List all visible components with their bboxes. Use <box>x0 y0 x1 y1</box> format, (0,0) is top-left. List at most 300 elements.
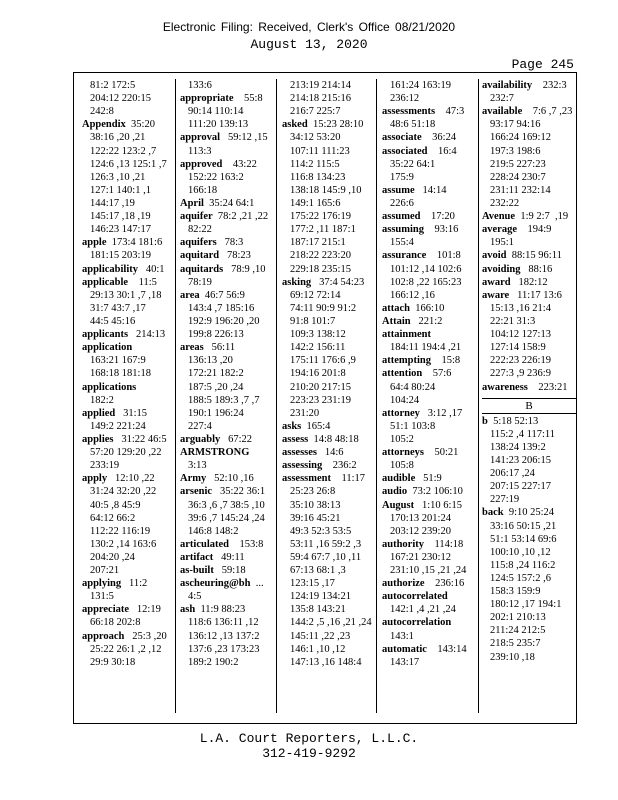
page-line-refs: 116:8 134:23 <box>290 171 346 183</box>
page-line-refs: 25:22 26:1 ,2 ,12 <box>90 643 162 655</box>
index-reference <box>180 381 274 394</box>
index-reference <box>82 289 176 302</box>
page-line-refs: 100:10 ,10 ,12 <box>490 546 551 558</box>
page-line-refs: 141:23 206:15 <box>490 454 551 466</box>
index-term <box>482 289 576 302</box>
index-reference <box>382 564 476 577</box>
index-reference <box>282 158 376 171</box>
index-term <box>180 446 274 459</box>
page-line-refs: 101:8 <box>426 250 461 262</box>
page-line-refs: 90:14 110:14 <box>188 106 244 118</box>
page-line-refs: 199:8 226:13 <box>188 329 244 341</box>
page-line-refs: 57:20 129:20 ,22 <box>90 447 162 459</box>
index-term <box>82 341 176 354</box>
index-term <box>382 105 476 118</box>
index-reference <box>82 302 176 315</box>
page-line-refs: 227:19 <box>490 494 520 506</box>
index-reference <box>282 485 376 498</box>
index-term <box>382 446 476 459</box>
index-column-5 <box>482 79 576 664</box>
index-reference <box>282 564 376 577</box>
filing-stamp: Electronic Filing: Received, Clerk's Office 08/21/2020 <box>162 20 456 34</box>
index-reference <box>382 551 476 564</box>
term-word: approved <box>180 158 223 170</box>
page-line-refs: 231:20 <box>290 407 320 419</box>
page-line-refs: 182:2 <box>90 394 114 406</box>
index-term <box>82 603 176 616</box>
index-term <box>382 485 476 498</box>
index-reference <box>382 171 476 184</box>
page-line-refs: 127:1 140:1 ,1 <box>90 184 151 196</box>
index-reference <box>82 420 176 433</box>
index-reference <box>180 630 274 643</box>
index-reference <box>382 420 476 433</box>
page-line-refs: 214:18 215:16 <box>290 93 351 105</box>
page-line-refs: 74:11 90:9 91:2 <box>290 302 357 314</box>
page-line-refs: 118:6 136:11 ,12 <box>188 617 259 629</box>
index-reference <box>482 559 576 572</box>
index-term <box>82 381 176 394</box>
term-word: application <box>82 342 133 354</box>
page-line-refs: 14:6 <box>317 447 344 459</box>
index-term <box>382 407 476 420</box>
page-line-refs: 35:24 64:1 <box>203 197 255 209</box>
term-word: attention <box>382 368 423 380</box>
term-word: applicable <box>82 276 129 288</box>
index-term <box>382 249 476 262</box>
index-reference <box>282 341 376 354</box>
page-line-refs: 231:11 232:14 <box>490 184 551 196</box>
term-word: assessing <box>282 460 323 472</box>
term-word: applications <box>82 381 137 393</box>
index-reference <box>282 590 376 603</box>
term-word: applicants <box>82 329 129 341</box>
index-term <box>382 210 476 223</box>
page-line-refs: 1:10 6:15 <box>414 499 462 511</box>
page-line-refs: 49:11 <box>213 551 245 563</box>
index-reference <box>180 616 274 629</box>
page-line-refs: 194:16 201:8 <box>290 368 346 380</box>
page-line-refs: 105:2 <box>390 433 414 445</box>
term-word: assume <box>382 184 415 196</box>
index-reference <box>382 197 476 210</box>
page-line-refs: 114:18 <box>424 538 464 550</box>
page-line-refs: 52:10 ,16 <box>206 473 254 485</box>
index-term <box>482 79 576 92</box>
index-reference <box>482 131 576 144</box>
page-line-refs: 114:2 115:5 <box>290 158 340 170</box>
page-line-refs: 124:19 134:21 <box>290 591 351 603</box>
index-reference <box>482 236 576 249</box>
page-line-refs: 190:1 196:24 <box>188 407 244 419</box>
page-line-refs: 67:22 <box>220 433 253 445</box>
index-reference <box>382 158 476 171</box>
index-reference <box>82 512 176 525</box>
index-term <box>382 145 476 158</box>
index-reference <box>382 512 476 525</box>
index-reference <box>482 480 576 493</box>
index-reference <box>282 92 376 105</box>
index-reference <box>180 590 274 603</box>
index-reference <box>282 263 376 276</box>
page-line-refs: 15:23 28:10 <box>307 119 364 131</box>
term-word: August <box>382 499 415 511</box>
index-reference <box>82 354 176 367</box>
index-reference <box>82 394 176 407</box>
term-word: average <box>482 224 517 236</box>
index-term <box>282 459 376 472</box>
page-line-refs: 242:8 <box>90 106 114 118</box>
page-line-refs: 147:13 ,16 148:4 <box>290 656 362 668</box>
term-word: approach <box>82 630 125 642</box>
index-reference <box>282 525 376 538</box>
index-reference <box>482 520 576 533</box>
term-word: ARMSTRONG <box>180 447 250 459</box>
index-reference <box>482 533 576 546</box>
index-reference <box>282 289 376 302</box>
page-line-refs: 64:4 80:24 <box>390 381 436 393</box>
page-line-refs: 222:23 226:19 <box>490 355 551 367</box>
page-line-refs: 131:5 <box>90 591 114 603</box>
index-reference <box>282 577 376 590</box>
page-line-refs: 136:13 ,20 <box>188 355 233 367</box>
index-reference <box>180 394 274 407</box>
page-line-refs: 130:2 ,14 163:6 <box>90 538 157 550</box>
page-line-refs: 170:13 201:24 <box>390 512 451 524</box>
index-reference <box>282 328 376 341</box>
index-term <box>382 590 476 603</box>
index-term <box>482 381 576 394</box>
page-line-refs: 38:16 ,20 ,21 <box>90 132 146 144</box>
index-reference <box>482 367 576 380</box>
page-line-refs: 124:5 157:2 ,6 <box>490 572 551 584</box>
page-line-refs: 221:2 <box>410 315 443 327</box>
page-line-refs: 227:4 <box>188 420 212 432</box>
index-term <box>382 184 476 197</box>
term-word: associated <box>382 145 428 157</box>
index-reference <box>482 171 576 184</box>
term-word: attorney <box>382 407 420 419</box>
index-term <box>482 276 576 289</box>
index-term <box>180 472 274 485</box>
index-term <box>382 302 476 315</box>
page-line-refs: 5:18 52:13 <box>487 415 539 427</box>
page-line-refs: 40:5 ,8 45:9 <box>90 499 141 511</box>
term-word: aware <box>482 289 510 301</box>
index-reference <box>282 197 376 210</box>
page-line-refs: 11:5 <box>128 276 157 288</box>
index-reference <box>180 276 274 289</box>
page-line-refs: 172:21 182:2 <box>188 368 244 380</box>
page-line-refs: 112:22 116:19 <box>90 525 151 537</box>
page-line-refs: 35:20 <box>125 119 155 131</box>
page-line-refs: 226:6 <box>390 197 414 209</box>
index-reference <box>382 656 476 669</box>
page-line-refs: 115:8 ,24 116:2 <box>490 559 556 571</box>
page-line-refs: 145:17 ,18 ,19 <box>90 211 151 223</box>
page-line-refs: 142:1 ,4 ,21 ,24 <box>390 604 456 616</box>
index-term <box>82 328 176 341</box>
index-reference <box>282 145 376 158</box>
page-line-refs: 175:11 176:6 ,9 <box>290 355 356 367</box>
index-term <box>180 603 274 616</box>
index-reference <box>382 276 476 289</box>
page-line-refs: 53:11 ,16 59:2 ,3 <box>290 538 362 550</box>
page-line-refs: 55:8 <box>233 93 263 105</box>
page-line-refs: 158:3 159:9 <box>490 586 541 598</box>
term-word: authorize <box>382 578 425 590</box>
term-word: appreciate <box>82 604 130 616</box>
page-line-refs: 187:17 215:1 <box>290 237 346 249</box>
page-line-refs: 207:15 227:17 <box>490 481 551 493</box>
index-reference <box>282 302 376 315</box>
term-word: assess <box>282 433 309 445</box>
index-reference <box>82 485 176 498</box>
index-reference <box>482 611 576 624</box>
index-term <box>482 105 576 118</box>
index-reference <box>482 637 576 650</box>
page-line-refs: 232:7 <box>490 93 514 105</box>
index-term <box>82 630 176 643</box>
page-line-refs: 69:12 72:14 <box>290 289 341 301</box>
term-word: ash <box>180 604 196 616</box>
term-word: arguably <box>180 433 221 445</box>
index-reference <box>180 367 274 380</box>
page-line-refs: 228:24 230:7 <box>490 171 546 183</box>
hearing-date: August 13, 2020 <box>250 37 368 52</box>
index-reference <box>482 302 576 315</box>
page-line-refs: 232:22 <box>490 197 520 209</box>
index-term <box>382 616 476 629</box>
term-word: assesses <box>282 447 318 459</box>
page-line-refs: 152:22 163:2 <box>188 171 244 183</box>
page-line-refs: 43:22 <box>222 158 257 170</box>
index-term <box>282 420 376 433</box>
page-line-refs: 93:16 <box>424 224 459 236</box>
index-term <box>382 223 476 236</box>
page-line-refs: 88:16 <box>520 263 553 275</box>
page-line-refs: ... <box>250 578 264 590</box>
page-line-refs: 214:13 <box>128 329 166 341</box>
page-line-refs: 64:12 66:2 <box>90 512 136 524</box>
index-reference <box>82 249 176 262</box>
term-word: arsenic <box>180 486 213 498</box>
term-word: April <box>180 197 204 209</box>
index-reference <box>382 630 476 643</box>
index-reference <box>482 158 576 171</box>
page-line-refs: 145:11 ,22 ,23 <box>290 630 351 642</box>
page-line-refs: 36:3 ,6 ,7 38:5 ,10 <box>188 499 265 511</box>
index-term <box>382 354 476 367</box>
term-word: avoiding <box>482 263 521 275</box>
term-word: apply <box>82 473 108 485</box>
index-term <box>282 118 376 131</box>
index-term <box>180 249 274 262</box>
page-line-refs: 138:18 145:9 ,10 <box>290 184 362 196</box>
page-line-refs: 78:9 ,10 <box>223 263 266 275</box>
page-line-refs: 104:24 <box>390 394 420 406</box>
index-reference <box>482 92 576 105</box>
index-reference <box>282 236 376 249</box>
term-word: b <box>482 415 488 427</box>
page-line-refs: 113:3 <box>188 145 212 157</box>
page-line-refs: 14:14 <box>414 184 447 196</box>
page-line-refs: 202:1 210:13 <box>490 612 546 624</box>
page-line-refs: 93:17 94:16 <box>490 119 541 131</box>
index-reference <box>482 454 576 467</box>
term-word: assessment <box>282 473 331 485</box>
index-reference <box>482 197 576 210</box>
index-reference <box>282 210 376 223</box>
page-line-refs: 105:8 <box>390 460 414 472</box>
index-reference <box>282 131 376 144</box>
page-line-refs: 102:8 ,22 165:23 <box>390 276 462 288</box>
page-line-refs: 111:20 139:13 <box>188 119 249 131</box>
page-line-refs: 11:9 88:23 <box>195 604 246 616</box>
index-term <box>82 118 176 131</box>
page-line-refs: 39:16 45:21 <box>290 512 341 524</box>
reporter-name: L.A. Court Reporters, L.L.C. <box>199 731 419 746</box>
term-word: asked <box>282 119 308 131</box>
index-reference <box>82 171 176 184</box>
page-line-refs: 66:18 202:8 <box>90 617 141 629</box>
page-line-refs: 144:2 ,5 ,16 ,21 ,24 <box>290 617 372 629</box>
page-line-refs: 232:3 <box>532 80 567 91</box>
term-word: aquifers <box>180 237 217 249</box>
index-term <box>82 472 176 485</box>
page-line-refs: 177:2 ,11 187:1 <box>290 224 356 236</box>
term-word: available <box>482 106 523 118</box>
index-reference <box>282 630 376 643</box>
page-line-refs: 115:2 ,4 117:11 <box>490 428 556 440</box>
index-reference <box>180 499 274 512</box>
index-reference <box>282 79 376 92</box>
page-line-refs: 206:17 ,24 <box>490 468 535 480</box>
index-term <box>180 210 274 223</box>
index-reference <box>180 145 274 158</box>
page-line-refs: 223:23 231:19 <box>290 394 351 406</box>
page-line-refs: 195:1 <box>490 237 514 249</box>
page-line-refs: 146:8 148:2 <box>188 525 239 537</box>
index-reference <box>180 79 274 92</box>
page-line-refs: 181:15 203:19 <box>90 250 151 262</box>
index-reference <box>82 79 176 92</box>
page-line-refs: 184:11 194:4 ,21 <box>390 342 462 354</box>
page-line-refs: 12:10 ,22 <box>107 473 155 485</box>
page-line-refs: 59:18 <box>213 565 246 577</box>
index-term <box>282 433 376 446</box>
index-reference <box>482 328 576 341</box>
page-line-refs: 136:12 ,13 137:2 <box>188 630 260 642</box>
page-line-refs: 153:8 <box>229 538 264 550</box>
index-term <box>180 577 274 590</box>
page-line-refs: 39:6 ,7 145:24 ,24 <box>188 512 265 524</box>
index-reference <box>82 184 176 197</box>
index-reference <box>382 459 476 472</box>
index-term <box>282 276 376 289</box>
page-line-refs: 78:3 <box>216 237 244 249</box>
index-reference <box>482 354 576 367</box>
page-line-refs: 31:7 43:7 ,17 <box>90 302 146 314</box>
page-line-refs: 12:19 <box>129 604 161 616</box>
page-line-refs: 133:6 <box>188 80 212 91</box>
page-line-refs: 36:24 <box>421 132 457 144</box>
index-reference <box>382 92 476 105</box>
page-line-refs: 143:4 ,7 185:16 <box>188 302 255 314</box>
page-line-refs: 137:6 ,23 173:23 <box>188 643 260 655</box>
page-line-refs: 40:1 <box>138 263 165 275</box>
index-term <box>180 433 274 446</box>
page-line-refs: 229:18 235:15 <box>290 263 351 275</box>
term-word: automatic <box>382 643 427 655</box>
page-line-refs: 124:6 ,13 125:1 ,7 <box>90 158 167 170</box>
index-reference <box>82 92 176 105</box>
page-line-refs: 163:21 167:9 <box>90 355 146 367</box>
page-line-refs: 107:11 111:23 <box>290 145 350 157</box>
page-line-refs: 78:2 ,21 ,22 <box>212 211 269 223</box>
page-line-refs: 82:22 <box>188 224 212 236</box>
page-line-refs: 59:4 67:7 ,10 ,11 <box>290 551 362 563</box>
page-line-refs: 29:9 30:18 <box>90 656 136 668</box>
index-term <box>82 263 176 276</box>
term-word: applied <box>82 407 116 419</box>
page-line-refs: 49:3 52:3 53:5 <box>290 525 352 537</box>
page-line-refs: 31:22 46:5 <box>113 433 167 445</box>
index-reference <box>180 354 274 367</box>
page-line-refs: 135:8 143:21 <box>290 604 346 616</box>
index-reference <box>382 79 476 92</box>
term-word: applying <box>82 578 122 590</box>
index-reference <box>482 118 576 131</box>
page-line-refs: 15:13 ,16 21:4 <box>490 302 551 314</box>
index-reference <box>82 210 176 223</box>
page-line-refs: 73:2 106:10 <box>407 486 463 498</box>
index-reference <box>482 145 576 158</box>
term-word: attempting <box>382 355 431 367</box>
index-reference <box>482 441 576 454</box>
index-column-4 <box>382 79 476 669</box>
page-line-refs: 166:10 <box>410 302 445 314</box>
index-reference <box>382 525 476 538</box>
index-term <box>482 210 576 223</box>
page-line-refs: 143:17 <box>390 656 420 668</box>
page-line-refs: 35:22 64:1 <box>390 158 436 170</box>
page-line-refs: 188:5 189:3 ,7 ,7 <box>188 394 260 406</box>
page-line-refs: 48:6 51:18 <box>390 119 436 131</box>
index-term <box>180 551 274 564</box>
page-line-refs: 88:15 96:11 <box>506 250 562 262</box>
index-reference <box>180 459 274 472</box>
letter-divider <box>482 413 576 414</box>
page-line-refs: 194:9 <box>516 224 552 236</box>
term-word: audible <box>382 473 416 485</box>
page-line-refs: 219:5 227:23 <box>490 158 546 170</box>
term-word: autocorrelated <box>382 591 448 603</box>
page-line-refs: 15:8 <box>431 355 461 367</box>
index-reference <box>180 512 274 525</box>
term-word: Avenue <box>482 211 516 223</box>
page-line-refs: 50:21 <box>424 447 459 459</box>
page-line-refs: 47:3 <box>435 106 465 118</box>
page-line-refs: 216:7 225:7 <box>290 106 341 118</box>
index-term <box>482 415 576 428</box>
index-term <box>180 197 274 210</box>
index-reference <box>82 223 176 236</box>
page-line-refs: 236:12 <box>390 93 420 105</box>
index-reference <box>82 315 176 328</box>
page-line-refs: 78:23 <box>219 250 251 262</box>
page-line-refs: 144:17 ,19 <box>90 197 135 209</box>
